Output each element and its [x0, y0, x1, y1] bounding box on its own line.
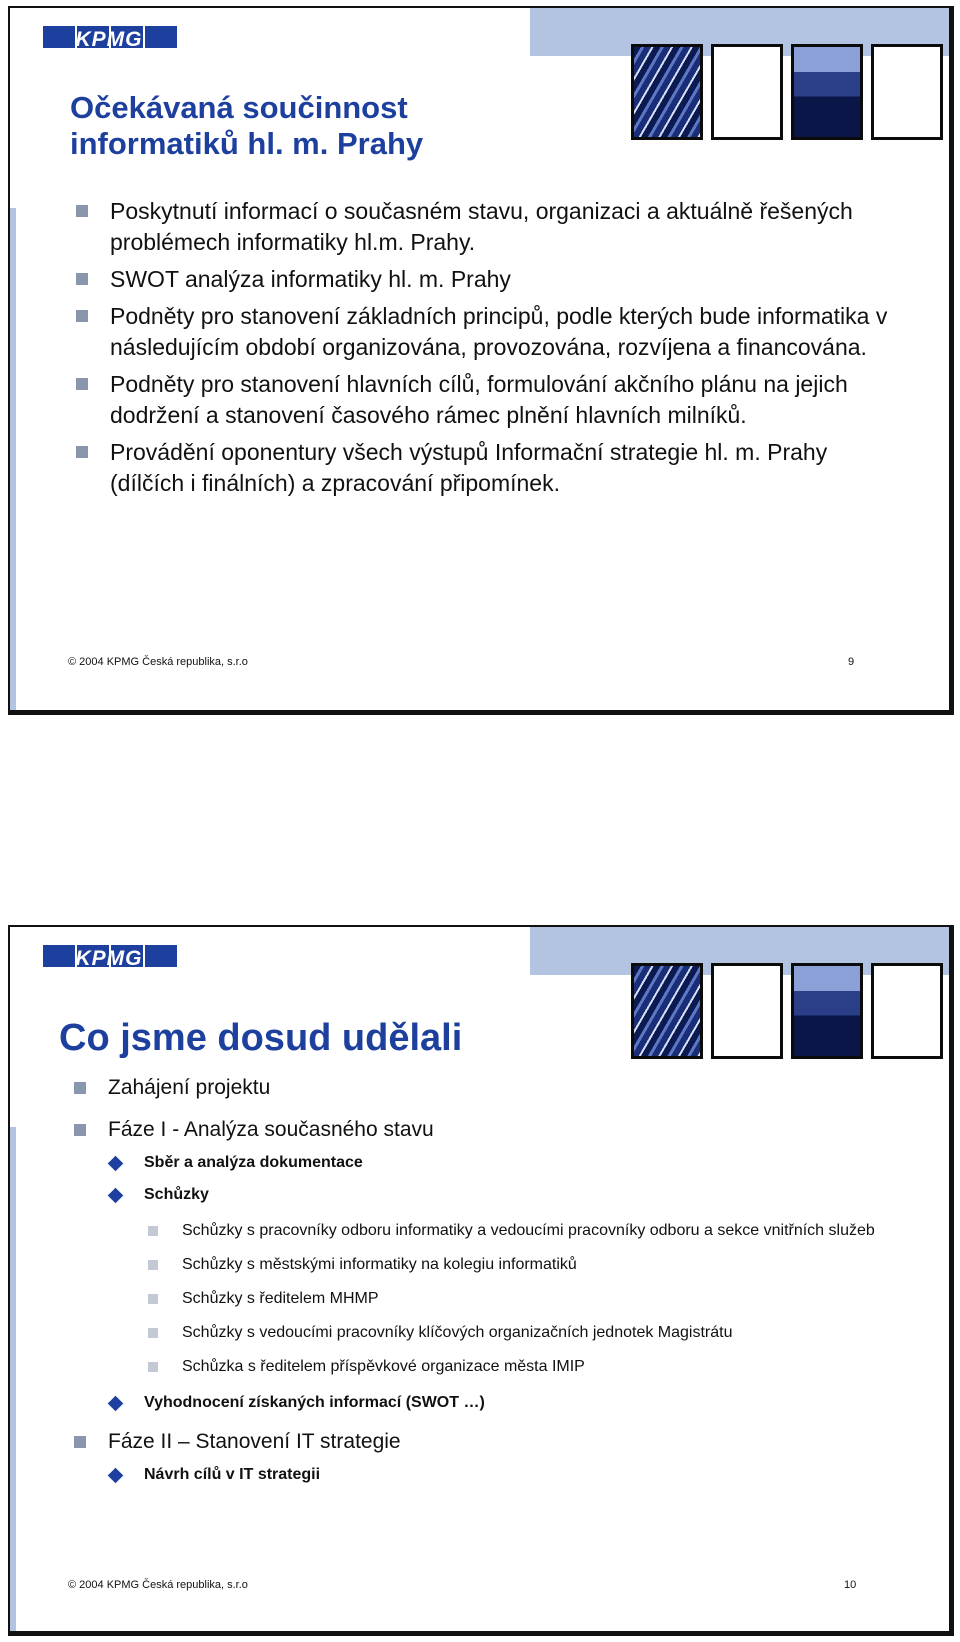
- sub-sub-bullet-text: Schůzky s městskými informatiky na kolegiu informatiků: [182, 1256, 577, 1273]
- bullet-item: [72, 196, 892, 258]
- bullet-text: Zahájení projektu: [108, 1076, 271, 1099]
- square-bullet-icon: [148, 1328, 158, 1338]
- bullet-item: [72, 264, 892, 295]
- square-bullet-icon: [148, 1226, 158, 1236]
- bullet-item: [70, 1074, 910, 1102]
- sub-sub-bullet-text: Schůzky s pracovníky odboru informatiky a vedoucími pracovníky odboru a sekce vnitřních služeb: [182, 1222, 875, 1239]
- bullet-text: SWOT analýza informatiky hl. m. Prahy: [110, 266, 511, 292]
- diamond-bullet-icon: [108, 1188, 124, 1204]
- page-number: 9: [848, 656, 855, 668]
- sub-sub-bullet-item: [144, 1250, 910, 1280]
- square-bullet-icon: [76, 446, 88, 458]
- slide-title: Co jsme dosud udělali: [59, 1017, 463, 1059]
- bullet-item: [72, 301, 892, 363]
- left-accent-bar: [10, 208, 16, 710]
- header-image: [791, 963, 863, 1059]
- bullet-text: Podněty pro stanovení hlavních cílů, formulování akčního plánu na jejich dodržení a stanovení časového rámec plnění hlavních milníků.: [110, 371, 848, 428]
- square-bullet-icon: [74, 1082, 86, 1094]
- bullet-text: Provádění oponentury všech výstupů Informační strategie hl. m. Prahy (dílčích i finálních) a zpracování připomínek.: [110, 439, 828, 496]
- sub-sub-bullet-item: [144, 1284, 910, 1314]
- square-bullet-icon: [76, 310, 88, 322]
- header-image: [791, 44, 863, 140]
- bullet-item: [70, 1116, 910, 1414]
- square-bullet-icon: [76, 205, 88, 217]
- diamond-bullet-icon: [108, 1156, 124, 1172]
- sub-sub-bullet-text: Schůzky s vedoucími pracovníky klíčových organizačních jednotek Magistrátu: [182, 1324, 733, 1341]
- kpmg-logo: KPMG: [43, 945, 177, 967]
- square-bullet-icon: [148, 1294, 158, 1304]
- bullet-text: Podněty pro stanovení základních principů, podle kterých bude informatika v následujícím období organizována, provozována, rozvíjena a financována.: [110, 303, 888, 360]
- bullet-text: Poskytnutí informací o současném stavu, organizaci a aktuálně řešených problémech informatiky hl.m. Prahy.: [110, 198, 853, 255]
- sub-bullet-item: [108, 1152, 910, 1174]
- sub-sub-bullet-item: [144, 1216, 910, 1246]
- bullet-item: [70, 1428, 910, 1486]
- bullet-list: [70, 1074, 910, 1500]
- kpmg-logo: KPMG: [43, 26, 177, 48]
- page-number: 10: [844, 1579, 857, 1591]
- header-image: [631, 963, 703, 1059]
- header-image: [711, 963, 783, 1059]
- slide-10: [8, 925, 954, 1636]
- left-accent-bar: [10, 1127, 16, 1631]
- sub-bullet-text: Vyhodnocení získaných informací (SWOT …): [144, 1394, 485, 1411]
- sub-sub-bullet-item: [144, 1352, 910, 1382]
- diamond-bullet-icon: [108, 1396, 124, 1412]
- sub-sub-bullet-text: Schůzky s ředitelem MHMP: [182, 1290, 379, 1307]
- square-bullet-icon: [148, 1362, 158, 1372]
- sub-sub-bullet-text: Schůzka s ředitelem příspěvkové organizace města IMIP: [182, 1358, 585, 1375]
- square-bullet-icon: [148, 1260, 158, 1270]
- header-images: [631, 963, 943, 1059]
- bullet-list: [72, 196, 892, 505]
- sub-bullet-item: [108, 1464, 910, 1486]
- bullet-item: [72, 369, 892, 431]
- header-images: [631, 44, 943, 140]
- bullet-text: Fáze I - Analýza současného stavu: [108, 1118, 434, 1141]
- bullet-text: Fáze II – Stanovení IT strategie: [108, 1430, 401, 1453]
- slide-9: [8, 6, 954, 715]
- header-image: [631, 44, 703, 140]
- sub-sub-list: [144, 1216, 910, 1382]
- diamond-bullet-icon: [108, 1468, 124, 1484]
- sub-list: [108, 1464, 910, 1486]
- square-bullet-icon: [76, 273, 88, 285]
- sub-sub-bullet-item: [144, 1318, 910, 1348]
- sub-bullet-item: [108, 1392, 910, 1414]
- square-bullet-icon: [76, 378, 88, 390]
- slide-title: Očekávaná součinnost informatiků hl. m. Prahy: [70, 90, 424, 161]
- sub-bullet-item: [108, 1184, 910, 1382]
- bullet-item: [72, 437, 892, 499]
- copyright-footer: © 2004 KPMG Česká republika, s.r.o: [68, 656, 248, 668]
- header-image: [871, 44, 943, 140]
- sub-list: [108, 1152, 910, 1414]
- header-image: [871, 963, 943, 1059]
- sub-bullet-text: Schůzky: [144, 1186, 209, 1203]
- square-bullet-icon: [74, 1436, 86, 1448]
- sub-bullet-text: Sběr a analýza dokumentace: [144, 1154, 363, 1171]
- square-bullet-icon: [74, 1124, 86, 1136]
- sub-bullet-text: Návrh cílů v IT strategii: [144, 1466, 321, 1483]
- copyright-footer: © 2004 KPMG Česká republika, s.r.o: [68, 1579, 248, 1591]
- header-image: [711, 44, 783, 140]
